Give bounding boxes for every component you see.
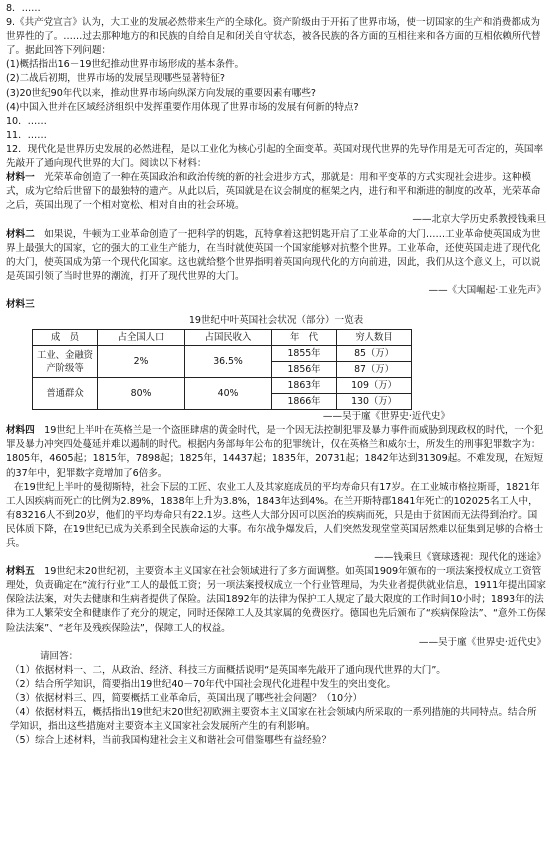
material-2-label: 材料二 — [6, 228, 35, 240]
material-4 — [6, 424, 546, 480]
poor-cell: 87（万） — [337, 362, 412, 378]
header-population: 占全国人口 — [98, 330, 185, 346]
answer-intro: 请回答： — [40, 650, 79, 662]
table-row — [33, 346, 412, 362]
poor-cell: 85（万） — [337, 346, 412, 362]
material-4-text: 19世纪上半叶在英格兰是一个盗匪肆虐的黄金时代，是一个因无法控制犯罪及暴力事件而威胁到现政权的时代，一个犯罪及暴力冲突四处蔓延并难以遏制的时代。根据内务部每年公布的犯罪统计，仅在英格兰和威尔士，所发生的刑事犯罪数字为：1805年，4605起；1815年，7898起；1825年，14437起；1835年，20731起；1842年达到31309起。不难发现，在短短的37年中，犯罪数字竟增加了6倍多。 — [6, 425, 544, 479]
question-5: （5）综合上述材料，当前我国构建社会主义和谐社会可借鉴哪些有益经验？ — [10, 735, 331, 747]
material-4-text2: 在19世纪上半叶的曼彻斯特，社会下层的工匠、农业工人及其家庭成员的平均寿命只有17岁。在工业城市格拉斯哥，1821年工人因疾病而死亡的比例为2.89%，1838年上升为3.8%，1843年达到4%。在兰开斯特郡1841年死亡的102025名工人中，有83216人不到20岁，他们的平均寿命只有22.1岁。这些人大部分因可以医治的疾病而死，只是由于贫困而无法得到治疗。国民体质下降，在19世纪已成为关系到全民族命运的大事。布尔战争爆发后，人们突然发现堂堂英国居然难以征集到足够的合格士兵。 — [6, 481, 544, 549]
question-2: （2）结合所学知识，简要指出19世纪40－70年代中国社会现代化进程中发生的突出变化。 — [10, 678, 396, 690]
material-1-source: ——北京大学历史系教授钱乘旦 — [412, 214, 546, 226]
group2-income: 40% — [185, 378, 272, 410]
poor-cell: 130（万） — [337, 394, 412, 410]
material-4-source: ——钱乘旦《寰球透视：现代化的迷途》 — [374, 552, 546, 564]
q9-sub3: (3)20世纪90年代以来，推动世界市场向纵深方向发展的重要因素有哪些? — [6, 87, 316, 99]
q10-line: 10．…… — [6, 115, 47, 127]
q12-intro: 12．现代化是世界历史发展的必然进程，是以工业化为核心引起的全面变革。英国对现代世界的先导作用是无可否定的，英国率先敲开了通向现代世界的大门。阅读以下材料： — [6, 143, 544, 170]
table-header-row — [33, 330, 412, 346]
q9-sub4: (4)中国入世并在区域经济组织中发挥重要作用体现了世界市场的发展有何新的特点? — [6, 101, 359, 113]
q9-sub1: (1)概括指出16－19世纪推动世界市场形成的基本条件。 — [6, 59, 245, 71]
table-row — [33, 378, 412, 394]
q9-sub2: (2)二战后初期，世界市场的发展呈现哪些显著特征? — [6, 73, 225, 85]
material-5-label: 材料五 — [6, 566, 35, 578]
material-2-source: ——《大国崛起·工业先声》 — [428, 284, 546, 296]
material-1-text: 光荣革命创造了一种在英国政治和政治传统的新的社会进步方式，那就是：用和平变革的方式实现社会进步。这种模式，成为它给后世留下的最独特的遗产。从此以后，英国就是在议会制度的框架之内，进行和平和渐进的制度的改革，光荣革命之后，英国出现了一个相对宽松、相对自由的社会环境。 — [6, 172, 541, 212]
society-table — [32, 329, 412, 410]
group2-population: 80% — [98, 378, 185, 410]
year-cell: 1855年 — [272, 346, 337, 362]
material-2-text: 如果说，牛顿为工业革命创造了一把科学的钥匙，瓦特拿着这把钥匙开启了工业革命的大门……工业革命使英国成为世界上最强大的国家，它的强大的工业生产能力，在当时就使英国一个国家能够对抗整个世界。工业革命，还使英国走进了现代化的大门，使英国成为第一个现代化国家。这也就给整个世界指明着英国向现代化的方向前进，因此，我们从这个意义上，可以说是英国引领了当时世界的潮流，打开了现代世界的大门。 — [6, 228, 541, 282]
material-3-label: 材料三 — [6, 298, 35, 310]
group2-name: 普通群众 — [33, 378, 98, 410]
material-3-source: ——吴于廑《世界史·近代史》 — [322, 411, 450, 423]
group1-name: 工业、金融资产阶级等 — [33, 346, 98, 378]
q8-line: 8．…… — [6, 3, 41, 14]
material-2 — [6, 228, 546, 284]
material-4-label: 材料四 — [6, 425, 35, 437]
question-1: （1）依据材料一、二，从政治、经济、科技三方面概括说明“是英国率先敲开了通向现代世界的大门”。 — [10, 664, 446, 676]
question-4: （4）依据材料五，概括指出19世纪末20世纪初欧洲主要资本主义国家在社会领域内所采取的一系列措施的共同特点。结合所学知识，指出这些措施对主要资本主义国家社会发展所产生的有利影响。 — [10, 707, 537, 733]
year-cell: 1856年 — [272, 362, 337, 378]
header-income: 占国民收入 — [185, 330, 272, 346]
header-poor-count: 穷人数目 — [337, 330, 412, 346]
material-5-source: ——吴于廑《世界史·近代史》 — [418, 636, 546, 648]
year-cell: 1863年 — [272, 378, 337, 394]
material-5-text: 19世纪末20世纪初，主要资本主义国家在社会领域进行了多方面调整。如英国1909年颁布的一项法案授权成立工资管理处，负责确定在“流行行业”工人的最低工资；另一项法案授权成立一个行业管理局，为失业者提供就业信息，1911年提出国家保险法法案，对失去健康和生病者提供了保险。法国1892年的法律为保护工人规定了最大限度的工作时间10小时；1893年的法律为工人繁荣安全和健康作了充分的规定，同时还保障工人及其家属的免费医疗。德国也先后颁布了“疾病保险法”、“意外工伤保险法法案”、“老年及残疾保险法”，保障工人的权益。 — [6, 566, 546, 634]
year-cell: 1866年 — [272, 394, 337, 410]
q11-line: 11．…… — [6, 129, 47, 141]
group1-income: 36.5% — [185, 346, 272, 378]
table-caption: 19世纪中叶英国社会状况（部分）一览表 — [188, 315, 364, 327]
material-5 — [6, 565, 546, 635]
header-year: 年 代 — [272, 330, 337, 346]
header-member: 成 员 — [33, 330, 98, 346]
group1-population: 2% — [98, 346, 185, 378]
q9-stem: 9.《共产党宣言》认为，大工业的发展必然带来生产的全球化。资产阶级由于开拓了世界市场，使一切国家的生产和消费都成为世界性的了。……过去那种地方的和民族的自给自足和闭关自守状态，被各民族的各方面的互相往来和各方面的互相依赖所代替了。据此回答下列问题： — [6, 17, 541, 57]
material-1 — [6, 171, 546, 213]
exam-page — [6, 2, 546, 748]
material-1-label: 材料一 — [6, 172, 35, 184]
poor-cell: 109（万） — [337, 378, 412, 394]
question-3: （3）依据材料三、四，简要概括工业革命后，英国出现了哪些社会问题？（10分） — [10, 693, 363, 705]
